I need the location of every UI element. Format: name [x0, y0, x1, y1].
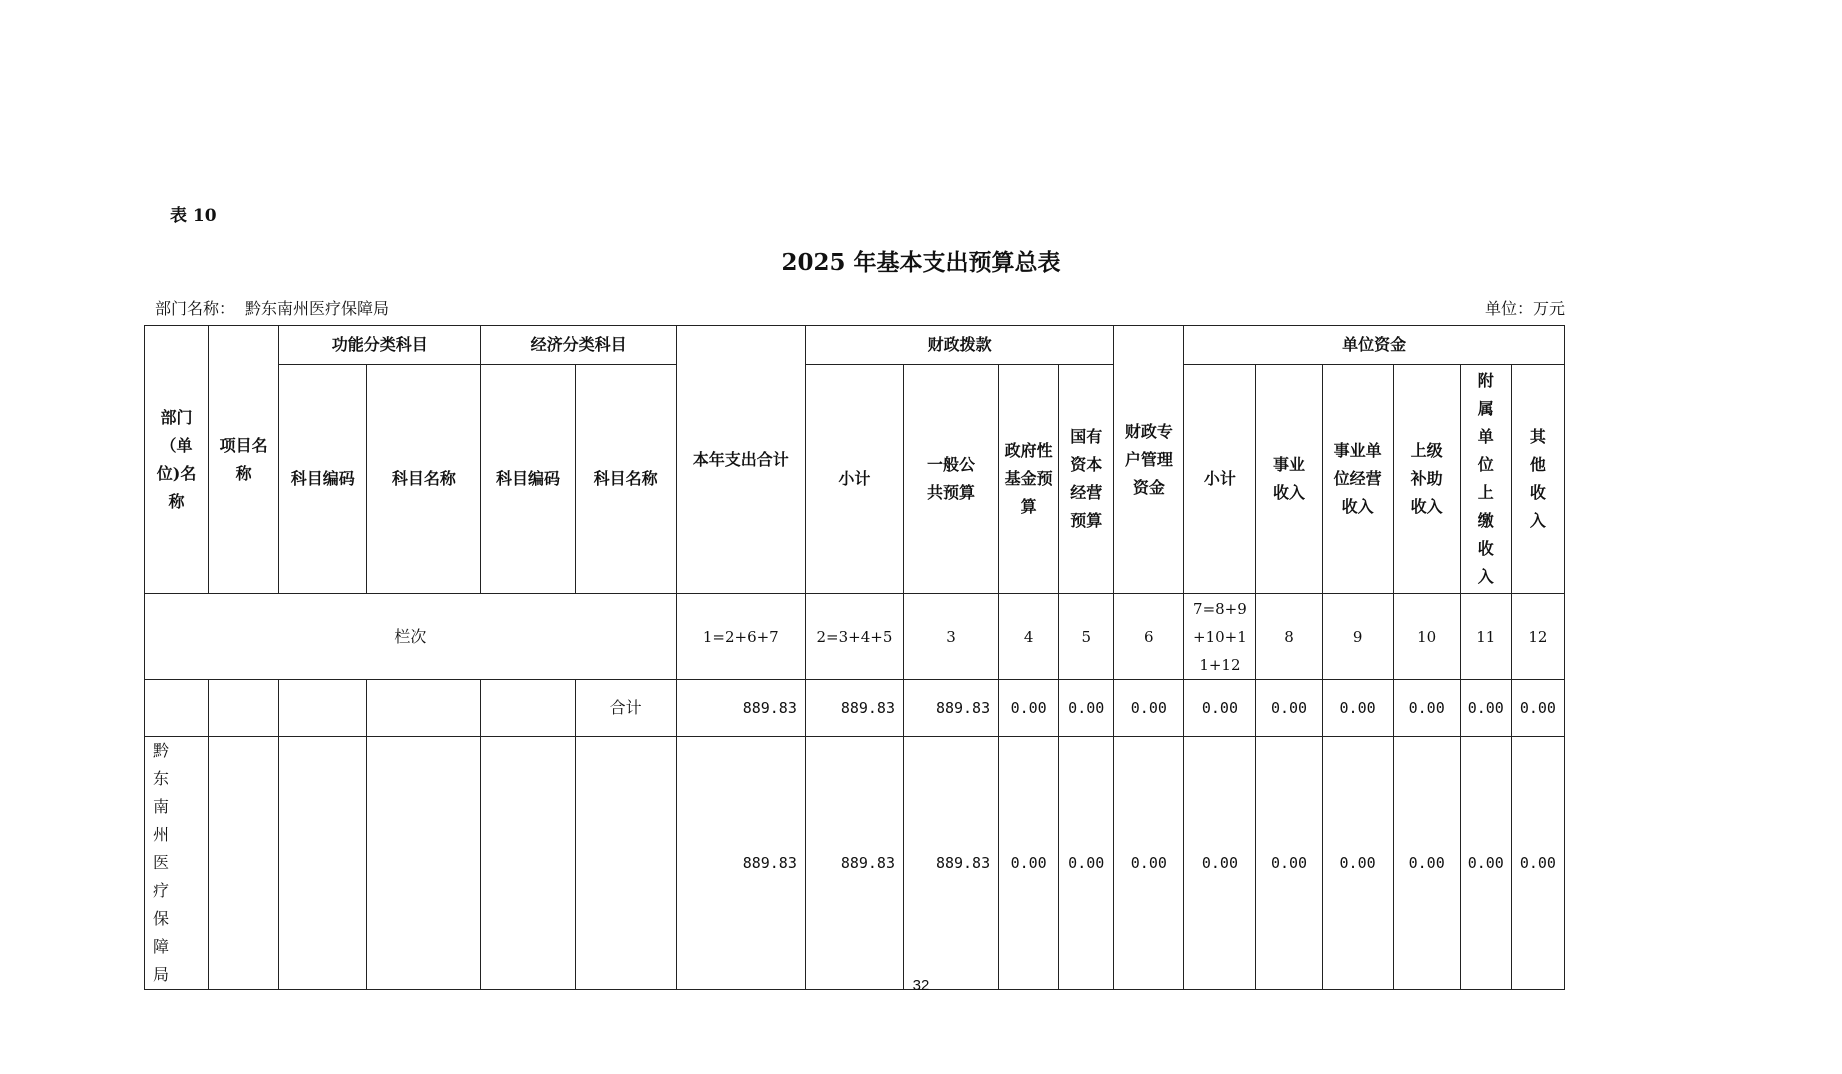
header-row-1 — [145, 326, 1565, 365]
header-row-2 — [145, 365, 1565, 594]
header-dept: 部门（单位)名称 — [145, 326, 209, 594]
header-econ-code: 科目编码 — [481, 365, 575, 594]
cell-business-operating: 0.00 — [1322, 680, 1393, 737]
cell-econ-code — [481, 680, 575, 737]
header-function-group: 功能分类科目 — [279, 326, 481, 365]
header-business-operating: 事业单位经营收入 — [1322, 365, 1393, 594]
column-number-cell: 6 — [1114, 594, 1184, 680]
cell-total: 889.83 — [676, 680, 805, 737]
cell-func-name — [367, 680, 481, 737]
page-title: 2025 年基本支出预算总表 — [781, 249, 1061, 276]
cell-project — [209, 737, 279, 990]
header-affiliated: 附属单位上缴收入 — [1460, 365, 1511, 594]
cell-func-code — [279, 680, 367, 737]
cell-affiliated: 0.00 — [1460, 737, 1511, 990]
column-number-label: 栏次 — [145, 594, 677, 680]
cell-state-capital: 0.00 — [1059, 680, 1114, 737]
cell-other-income: 0.00 — [1511, 680, 1564, 737]
cell-gov-fund: 0.00 — [999, 737, 1059, 990]
header-fiscal-group: 财政拨款 — [805, 326, 1113, 365]
cell-business-operating: 0.00 — [1322, 737, 1393, 990]
header-state-capital: 国有资本经营预算 — [1059, 365, 1114, 594]
unit-label: 单位：万元 — [1484, 299, 1565, 318]
cell-unit-subtotal: 0.00 — [1184, 680, 1256, 737]
cell-econ-name — [575, 737, 676, 990]
header-econ-name: 科目名称 — [575, 365, 676, 594]
cell-func-name — [367, 737, 481, 990]
cell-general-public: 889.83 — [904, 737, 999, 990]
header-project: 项目名称 — [209, 326, 279, 594]
header-business-income: 事业收入 — [1256, 365, 1322, 594]
department-label: 部门名称： — [155, 299, 236, 318]
header-gov-fund: 政府性基金预算 — [999, 365, 1059, 594]
table-row-total — [145, 680, 1565, 737]
header-general-public: 一般公共预算 — [904, 365, 999, 594]
cell-state-capital: 0.00 — [1059, 737, 1114, 990]
cell-econ-code — [481, 737, 575, 990]
cell-other-income: 0.00 — [1511, 737, 1564, 990]
column-number-cell: 2=3+4+5 — [805, 594, 903, 680]
header-unit-subtotal: 小计 — [1184, 365, 1256, 594]
cell-project — [209, 680, 279, 737]
department-line — [155, 296, 389, 319]
cell-econ-name: 合计 — [575, 680, 676, 737]
header-special-account: 财政专户管理资金 — [1114, 326, 1184, 594]
cell-affiliated: 0.00 — [1460, 680, 1511, 737]
header-total: 本年支出合计 — [676, 326, 805, 594]
cell-fiscal-subtotal: 889.83 — [805, 680, 903, 737]
cell-superior-subsidy: 0.00 — [1393, 737, 1460, 990]
page-number: 32 — [912, 977, 930, 994]
table-row-department — [145, 737, 1565, 990]
cell-fiscal-subtotal: 889.83 — [805, 737, 903, 990]
cell-business-income: 0.00 — [1256, 737, 1322, 990]
cell-func-code — [279, 737, 367, 990]
table-label: 表 10 — [170, 206, 217, 226]
header-func-code: 科目编码 — [279, 365, 367, 594]
cell-business-income: 0.00 — [1256, 680, 1322, 737]
column-number-cell: 8 — [1256, 594, 1322, 680]
cell-dept: 黔东南州医疗保障局 — [145, 737, 209, 990]
header-economic-group: 经济分类科目 — [481, 326, 676, 365]
header-unit-funds-group: 单位资金 — [1184, 326, 1565, 365]
column-number-cell: 5 — [1059, 594, 1114, 680]
header-other-income: 其他收入 — [1511, 365, 1564, 594]
column-number-cell: 11 — [1460, 594, 1511, 680]
header-superior-subsidy: 上级补助收入 — [1393, 365, 1460, 594]
cell-total: 889.83 — [676, 737, 805, 990]
cell-special-account: 0.00 — [1114, 737, 1184, 990]
column-number-row — [145, 594, 1565, 680]
cell-general-public: 889.83 — [904, 680, 999, 737]
column-number-cell: 3 — [904, 594, 999, 680]
department-name: 黔东南州医疗保障局 — [245, 299, 390, 318]
column-number-cell: 7=8+9+10+11+12 — [1184, 594, 1256, 680]
header-fiscal-subtotal: 小计 — [805, 365, 903, 594]
column-number-cell: 4 — [999, 594, 1059, 680]
cell-special-account: 0.00 — [1114, 680, 1184, 737]
cell-dept — [145, 680, 209, 737]
column-number-cell: 1=2+6+7 — [676, 594, 805, 680]
cell-gov-fund: 0.00 — [999, 680, 1059, 737]
cell-superior-subsidy: 0.00 — [1393, 680, 1460, 737]
column-number-cell: 9 — [1322, 594, 1393, 680]
header-func-name: 科目名称 — [367, 365, 481, 594]
cell-unit-subtotal: 0.00 — [1184, 737, 1256, 990]
budget-table — [144, 325, 1565, 990]
column-number-cell: 10 — [1393, 594, 1460, 680]
column-number-cell: 12 — [1511, 594, 1564, 680]
